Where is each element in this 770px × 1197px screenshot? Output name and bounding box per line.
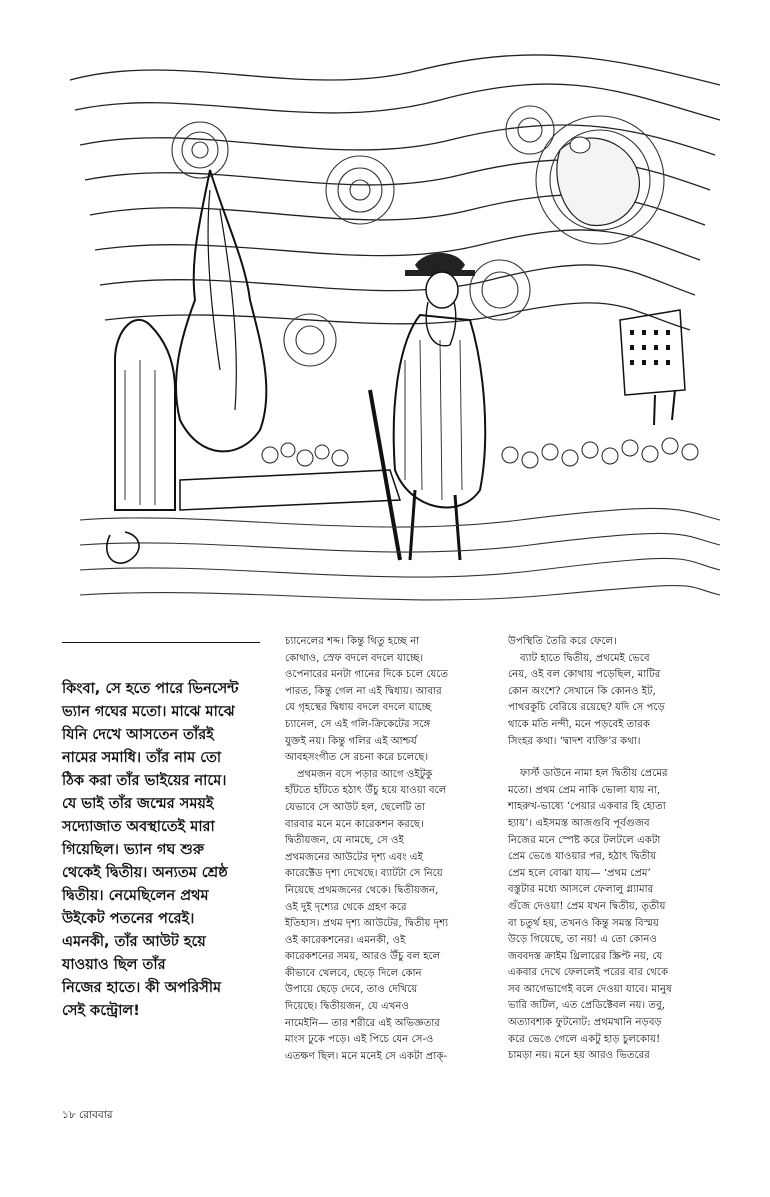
- illustration: [60, 40, 730, 615]
- column2-paragraph-1: উপস্থিতি তৈরি করে ফেলে।: [508, 636, 617, 647]
- column2-paragraph-3: ফার্স্ট ডাউনে নামা হল দ্বিতীয় প্রেমের মতো। প্রথম প্রেম নাকি ভোলা যায় না, শাহরুখ-ভাষ্যে ‘পেয়ার একবার হি হোতা হ্যায়’। এইসমস্ত আজগুবি পূর্বগুজব নিজের মনে স্পেষ্ট করে টলটলে একটা প্রেম ভেঙে যাওয়ার পর, হঠাৎ দ্বিতীয় প্রেম হলে বোঝা যায়— ‘প্রথম প্রেম’ বস্তুটার মধ্যে আসলে ফেলালু গ্ল্যামার গুঁজে দেওয়া! প্রেম যখন দ্বিতীয়, তৃতীয় বা চতুর্থ হয়, তখনও কিন্তু সমস্ত বিস্ময় উড়ে গিয়েছে, তা নয়! এ তো কোনও জববদস্ত ক্রাইম থ্রিলারের স্ক্রিপ্ট নয়, যে একবার দেখে ফেললেই পরের বার থেকে সব আগেভাগেই বলে দেওয়া যাবে। মানুষ ভারি জটিল, এত প্রেডিক্টেবল নয়। তবু, অত্যাবশ্যক ফুটনোট: প্রথমখানি নড়বড় করে ভেঙে গেলে একটু হাড় চুলকোয়! চামড়া নয়। মনে হয় আরও ভিতরের: [508, 768, 672, 1062]
- pull-quote-rule: [62, 642, 260, 643]
- van-gogh-sketch-icon: [60, 40, 730, 615]
- artist-signature: [107, 532, 139, 563]
- column1-paragraph-2: প্রথমজন বসে পড়ার আগে ওইটুকু হাঁটতে হাঁটতে হঠাৎ উঁচু হয়ে যাওয়া বলে যেভাবে সে আউট হল, ছেলেটি তা বারবার মনে মনে কারেকশন করছে। দ্বিতীয়জন, যে নামছে, সে ওই প্রথমজনের আউটের দৃশ্য এবং এই কারেক্টেড দৃশ্য দেখেছে। ব্যাটটা সে নিয়ে নিয়েছে প্রথমজনের থেকে। দ্বিতীয়জন, ওই দুই দৃশ্যের থেকে গ্রহণ করে ইতিহাস। প্রথম দৃশ্য আউটের, দ্বিতীয় দৃশ্য ওই কারেকশনের। এমনকী, ওই কারেকশনের সময়, আরও উঁচু বল হলে কীভাবে খেলবে, ছেড়ে দিলে কোন উপায়ে ছেড়ে দেবে, তাও দেখিয়ে দিয়েছে। দ্বিতীয়জন, যে এখনও নামেইনি— তার শরীরে এই অভিজ্ঞতার মাংস ঢুকে পড়ে। এই পিচে যেন সে-ও এতক্ষণ ছিল। মনে মনেই সে একটা প্রাক্-: [285, 768, 449, 1062]
- body-column-2: [508, 634, 732, 1065]
- body-column-1: [285, 634, 501, 1065]
- column2-paragraph-2: ব্যাট হাতে দ্বিতীয়, প্রথমেই ভেবে নেয়, ওই বল কোথায় পড়েছিল, মাটির কোন অংশে? সেখানে কি কোনও ইট, পাথরকুচি বেরিয়ে রয়েছে? যদি সে পড়ে থাকে মতি নন্দী, মনে পড়বেই তারক সিংহর কথা। ‘দ্বাদশ ব্যক্তি’র কথা।: [508, 652, 665, 747]
- column1-paragraph-1: চ্যানেলের শব্দ। কিন্তু থিতু হচ্ছে না কোথাও, স্রেফ বদলে বদলে যাচ্ছে। ওপেনারের মনটা গানের দিকে চলে যেতে পারত, কিন্তু গেল না এই দ্বিধায়। আবার যে গৃহস্থের দ্বিধায় বদলে বদলে যাচ্ছে চ্যানেল, সে এই গলি-ক্রিকেটের সঙ্গে যুক্তই নয়। কিন্তু গলির এই আশ্চর্য আবহসংগীত সে রচনা করে চলেছে।: [285, 636, 449, 764]
- pull-quote: কিংবা, সে হতে পারে ভিনসেন্ট ভ্যান গঘের মতো। মাঝে মাঝে যিনি দেখে আসতেন তাঁরই নামের সমাধি। তাঁর নাম তো ঠিক করা তাঁর ভাইয়ের নামে। যে ভাই তাঁর জন্মের সময়ই সদ্যোজাত অবস্থাতেই মারা গিয়েছিল। ভ্যান গঘ শুরু থেকেই দ্বিতীয়। অন্যতম শ্রেষ্ঠ দ্বিতীয়। নেমেছিলেন প্রথম উইকেট পতনের পরেই। এমনকী, তাঁর আউট হয়ে যাওয়াও ছিল তাঁর নিজের হাতে। কী অপরিসীম সেই কন্ট্রোল!: [62, 681, 239, 1019]
- page-folio: ১৮ রোববার: [62, 1109, 113, 1121]
